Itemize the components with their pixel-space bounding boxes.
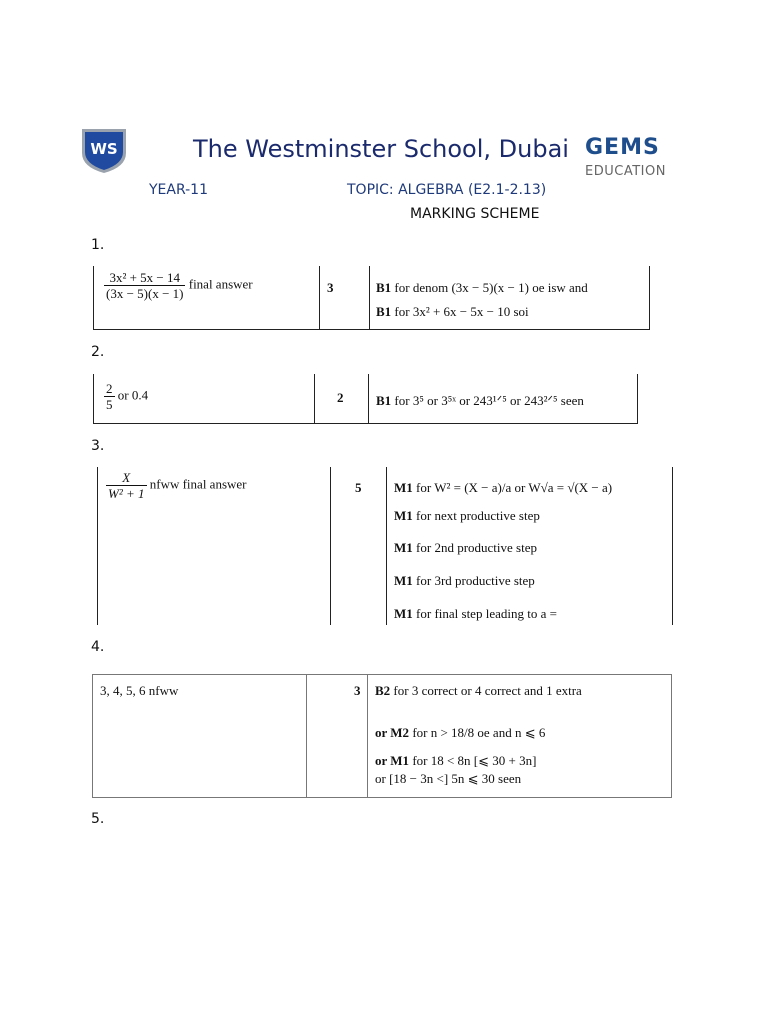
- guidance-q3-line4: M1 for 3rd productive step: [394, 573, 535, 588]
- guidance-q3-line1: M1 for W² = (X − a)/a or W√a = √(X − a): [394, 480, 613, 495]
- topic-label: TOPIC: ALGEBRA (E2.1-2.13): [347, 182, 547, 198]
- mark-table-q2: [93, 374, 638, 424]
- guidance-q3-line3: M1 for 2nd productive step: [394, 540, 537, 555]
- question-number-5: 5.: [91, 811, 105, 827]
- answer-denominator-q1: (3x − 5)(x − 1): [106, 286, 184, 301]
- school-title: The Westminster School, Dubai: [193, 135, 569, 163]
- question-number-1: 1.: [91, 237, 105, 253]
- guidance-q3-line2: M1 for next productive step: [394, 508, 540, 523]
- guidance-q4-line4: or [18 − 3n <] 5n ⩽ 30 seen: [375, 771, 522, 786]
- question-number-2: 2.: [91, 344, 105, 360]
- guidance-q1-line1: B1 for denom (3x − 5)(x − 1) oe isw and: [376, 280, 588, 295]
- answer-numerator-q2: 2: [106, 381, 113, 396]
- mark-table-q3: [97, 467, 673, 625]
- guidance-q4-line2: or M2 for n > 18/8 oe and n ⩽ 6: [375, 725, 546, 740]
- answer-denominator-q3: W² + 1: [108, 486, 145, 501]
- answer-suffix-q1: final answer: [188, 276, 253, 292]
- guidance-q3-line5: M1 for final step leading to a =: [394, 606, 557, 621]
- answer-q1: [104, 270, 253, 301]
- answer-denominator-q2: 5: [106, 397, 113, 412]
- year-label: YEAR-11: [149, 182, 209, 198]
- marks-q2: 2: [337, 390, 344, 405]
- guidance-q2-line1: B1 for 3⁵ or 3⁵ˣ or 243¹ᐟ⁵ or 243²ᐟ⁵ seen: [376, 393, 584, 408]
- answer-q2: [104, 381, 148, 412]
- answer-numerator-q1: 3x² + 5x − 14: [104, 270, 185, 286]
- guidance-q4-line3: or M1 for 18 < 8n [⩽ 30 + 3n]: [375, 753, 537, 768]
- school-shield-logo: [80, 127, 128, 175]
- answer-fraction-q1: [104, 270, 185, 301]
- document-type: MARKING SCHEME: [410, 206, 540, 222]
- guidance-q4-line1: B2 for 3 correct or 4 correct and 1 extra: [375, 683, 582, 698]
- answer-q3: [106, 470, 247, 501]
- answer-q4: 3, 4, 5, 6 nfww: [100, 683, 179, 698]
- gems-logo-word: GEMS: [585, 135, 660, 160]
- answer-suffix-q3: nfww final answer: [149, 476, 247, 492]
- marks-q4: 3: [354, 683, 361, 698]
- marks-q3: 5: [355, 480, 362, 495]
- marks-q1: 3: [327, 280, 334, 295]
- question-number-3: 3.: [91, 438, 105, 454]
- answer-numerator-q3: X: [106, 470, 147, 486]
- answer-fraction-q2: [104, 381, 115, 412]
- logo-text: WS: [90, 140, 118, 158]
- gems-education-logo: [583, 137, 673, 181]
- guidance-q1-line2: B1 for 3x² + 6x − 5x − 10 soi: [376, 304, 529, 319]
- gems-logo-subtitle: EDUCATION: [585, 164, 666, 179]
- answer-suffix-q2: or 0.4: [117, 387, 149, 403]
- question-number-4: 4.: [91, 639, 105, 655]
- mark-table-q1: [93, 266, 650, 330]
- mark-table-q4: [92, 674, 672, 798]
- answer-fraction-q3: [106, 470, 147, 501]
